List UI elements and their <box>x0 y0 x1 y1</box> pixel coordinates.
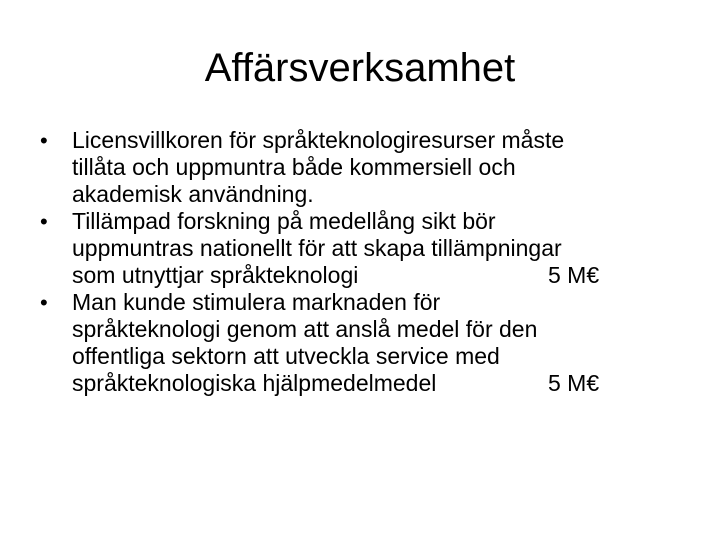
bullet-text-line-with-amount <box>72 370 700 397</box>
bullet-text-line: offentliga sektorn att utveckla service med <box>72 343 500 369</box>
bullet-text-line: akademisk användning. <box>72 181 314 207</box>
bullet-text-line: Licensvillkoren för språkteknologiresurser måste <box>72 127 565 153</box>
bullet-text-line: tillåta och uppmuntra både kommersiell och <box>72 154 516 180</box>
bullet-text-line: Man kunde stimulera marknaden för <box>72 289 441 315</box>
funding-amount: 5 M€ <box>548 370 600 396</box>
bullet-marker: • <box>40 128 48 153</box>
bullet-item-applied-research <box>40 208 700 289</box>
bullet-list <box>40 127 700 397</box>
bullet-text-line: språkteknologi genom att anslå medel för den <box>72 316 538 342</box>
bullet-text-line-with-amount <box>72 262 700 289</box>
bullet-text: språkteknologiska hjälpmedelmedel <box>72 370 437 396</box>
bullet-marker: • <box>40 209 48 234</box>
bullet-text-line: uppmuntras nationellt för att skapa tillämpningar <box>72 235 562 261</box>
bullet-item-market-stimulation <box>40 289 700 397</box>
bullet-text: som utnyttjar språkteknologi <box>72 262 359 288</box>
bullet-marker: • <box>40 290 48 315</box>
bullet-text-line: Tillämpad forskning på medellång sikt bör <box>72 208 496 234</box>
slide-title: Affärsverksamhet <box>204 46 516 90</box>
funding-amount: 5 M€ <box>548 262 600 288</box>
bullet-item-licensing <box>40 127 700 208</box>
